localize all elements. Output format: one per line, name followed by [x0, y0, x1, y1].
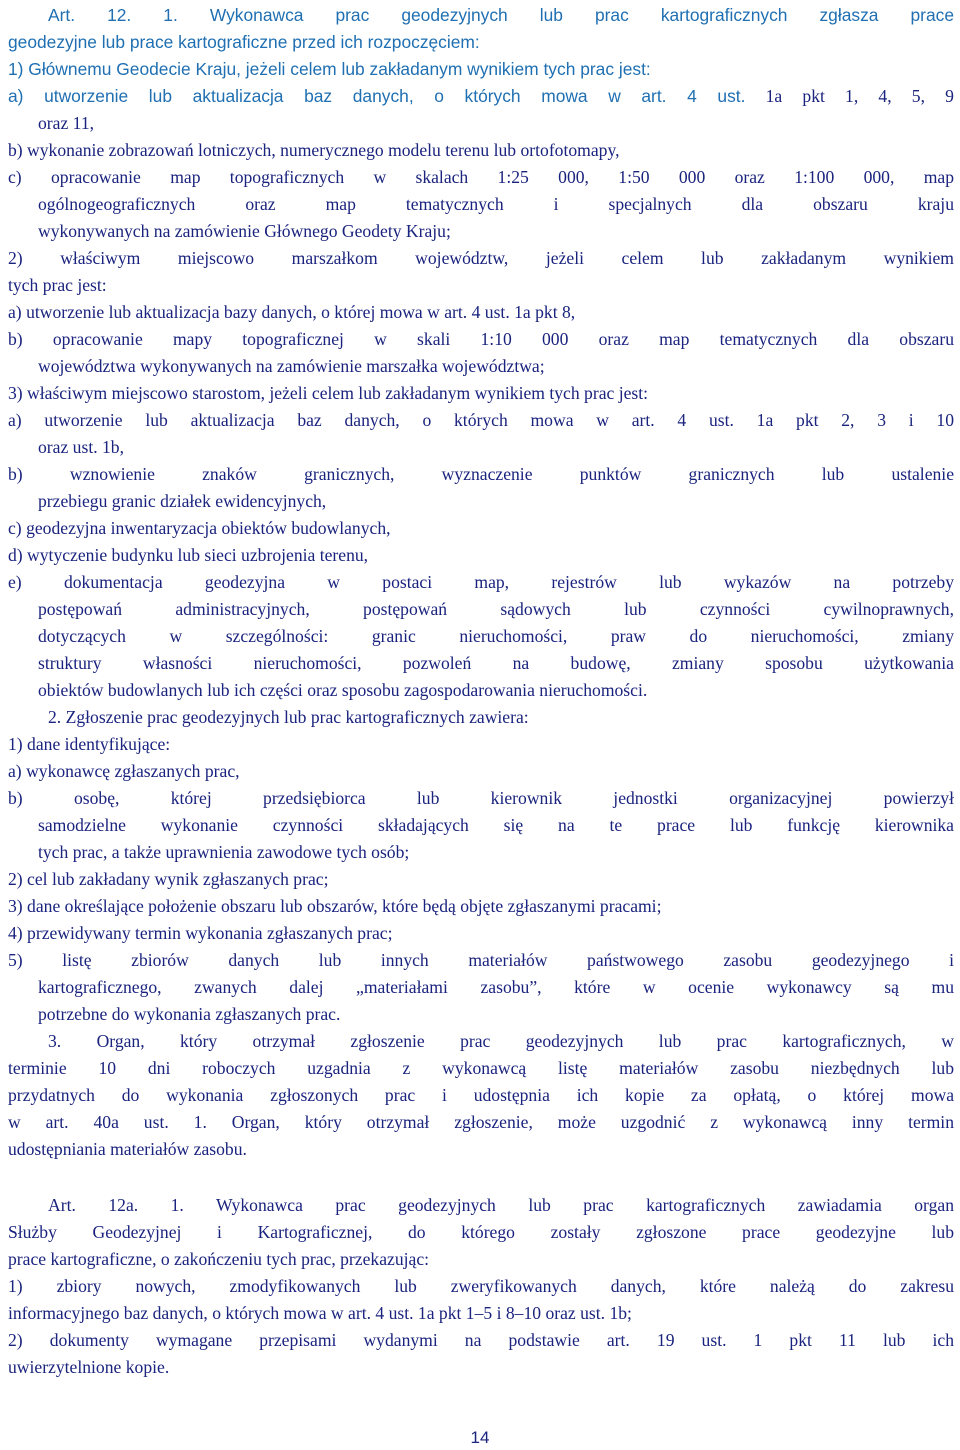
text-line: 3) właściwym miejscowo starostom, jeżeli celem lub zakładanym wynikiem tych prac jest:: [8, 383, 649, 403]
text-line: ogólnogeograficznych oraz map tematycznych i specjalnych dla obszaru kraju: [38, 194, 954, 214]
text-line: postępowań administracyjnych, postępowań sądowych lub czynności cywilnoprawnych,: [38, 599, 954, 619]
text-line: b) osobę, której przedsiębiorca lub kierownik jednostki organizacyjnej powierzył: [8, 788, 954, 808]
text-line: przydatnych do wykonania zgłoszonych prac i udostępnia ich kopie za opłatą, o której mowa: [8, 1085, 954, 1105]
text-line: c) geodezyjna inwentaryzacja obiektów budowlanych,: [8, 518, 391, 538]
text-line: 2) cel lub zakładany wynik zgłaszanych prac;: [8, 869, 329, 889]
text-line: terminie 10 dni roboczych uzgadnia z wykonawcą listę materiałów zasobu niezbędnych lub: [8, 1058, 954, 1078]
text-line: 3) dane określające położenie obszaru lub obszarów, które będą objęte zgłaszanymi pracami;: [8, 896, 662, 916]
text-line: samodzielne wykonanie czynności składających się na te prace lub funkcję kierownika: [38, 815, 954, 835]
text-line: 2) właściwym miejscowo marszałkom województw, jeżeli celem lub zakładanym wynikiem: [8, 248, 954, 268]
text-line: e) dokumentacja geodezyjna w postaci map, rejestrów lub wykazów na potrzeby: [8, 572, 954, 592]
text-segment: 1a pkt 1, 4, 5, 9: [745, 86, 954, 106]
text-segment-highlight: a) utworzenie lub aktualizacja baz danych, o których mowa w art. 4 ust.: [8, 86, 746, 106]
text-line: 1) zbiory nowych, zmodyfikowanych lub zweryfikowanych danych, które należą do zakresu: [8, 1276, 954, 1296]
text-line: [8, 86, 954, 106]
text-line: tych prac jest:: [8, 275, 107, 295]
text-line: informacyjnego baz danych, o których mowa w art. 4 ust. 1a pkt 1–5 i 8–10 oraz ust. 1b;: [8, 1303, 632, 1323]
text-line: b) wykonanie zobrazowań lotniczych, numerycznego modelu terenu lub ortofotomapy,: [8, 140, 620, 160]
text-line: b) opracowanie mapy topograficznej w skali 1:10 000 oraz map tematycznych dla obszaru: [8, 329, 954, 349]
text-line: tych prac, a także uprawnienia zawodowe tych osób;: [38, 842, 410, 862]
text-line: a) wykonawcę zgłaszanych prac,: [8, 761, 240, 781]
text-line: województwa wykonywanych na zamówienie marszałka województwa;: [38, 356, 545, 376]
text-line: dotyczących w szczególności: granic nieruchomości, praw do nieruchomości, zmiany: [38, 626, 954, 646]
text-line: Art. 12a. 1. Wykonawca prac geodezyjnych lub prac kartograficznych zawiadamia organ: [48, 1195, 954, 1215]
text-line: uwierzytelnione kopie.: [8, 1357, 170, 1377]
text-line: 3. Organ, który otrzymał zgłoszenie prac geodezyjnych lub prac kartograficznych, w: [48, 1031, 954, 1051]
text-line: c) opracowanie map topograficznych w skalach 1:25 000, 1:50 000 oraz 1:100 000, map: [8, 167, 954, 187]
text-line: Służby Geodezyjnej i Kartograficznej, do którego zostały zgłoszone prace geodezyjne lub: [8, 1222, 954, 1242]
text-line: Art. 12. 1. Wykonawca prac geodezyjnych lub prac kartograficznych zgłasza prace: [48, 5, 954, 25]
text-line: a) utworzenie lub aktualizacja baz danych, o których mowa w art. 4 ust. 1a pkt 2, 3 i 10: [8, 410, 954, 430]
text-line: prace kartograficzne, o zakończeniu tych prac, przekazując:: [8, 1249, 430, 1269]
text-line: b) wznowienie znaków granicznych, wyznaczenie punktów granicznych lub ustalenie: [8, 464, 954, 484]
text-line: 4) przewidywany termin wykonania zgłaszanych prac;: [8, 923, 393, 943]
text-line: udostępniania materiałów zasobu.: [8, 1139, 247, 1159]
text-line: 1) dane identyfikujące:: [8, 734, 171, 754]
text-line: obiektów budowlanych lub ich części oraz sposobu zagospodarowania nieruchomości.: [38, 680, 648, 700]
text-line: oraz ust. 1b,: [38, 437, 124, 457]
text-line: struktury własności nieruchomości, pozwoleń na budowę, zmiany sposobu użytkowania: [38, 653, 954, 673]
text-line: przebiegu granic działek ewidencyjnych,: [38, 491, 327, 511]
text-line: potrzebne do wykonania zgłaszanych prac.: [38, 1004, 341, 1024]
text-line: 5) listę zbiorów danych lub innych materiałów państwowego zasobu geodezyjnego i: [8, 950, 954, 970]
text-line: 1) Głównemu Geodecie Kraju, jeżeli celem lub zakładanym wynikiem tych prac jest:: [8, 59, 651, 79]
text-line: 2. Zgłoszenie prac geodezyjnych lub prac kartograficznych zawiera:: [48, 707, 529, 727]
text-line: w art. 40a ust. 1. Organ, który otrzymał zgłoszenie, może uzgodnić z wykonawcą inny termin: [8, 1112, 954, 1132]
text-line: 2) dokumenty wymagane przepisami wydanymi na podstawie art. 19 ust. 1 pkt 11 lub ich: [8, 1330, 954, 1350]
text-line: d) wytyczenie budynku lub sieci uzbrojenia terenu,: [8, 545, 369, 565]
text-line: a) utworzenie lub aktualizacja bazy danych, o której mowa w art. 4 ust. 1a pkt 8,: [8, 302, 576, 322]
text-line: oraz 11,: [38, 113, 95, 133]
text-line: geodezyjne lub prace kartograficzne przed ich rozpoczęciem:: [8, 32, 480, 52]
text-line: wykonywanych na zamówienie Głównego Geodety Kraju;: [38, 221, 451, 241]
page-number: 14: [470, 1428, 490, 1447]
text-line: kartograficznego, zwanych dalej „materiałami zasobu”, które w ocenie wykonawcy są mu: [38, 977, 954, 997]
